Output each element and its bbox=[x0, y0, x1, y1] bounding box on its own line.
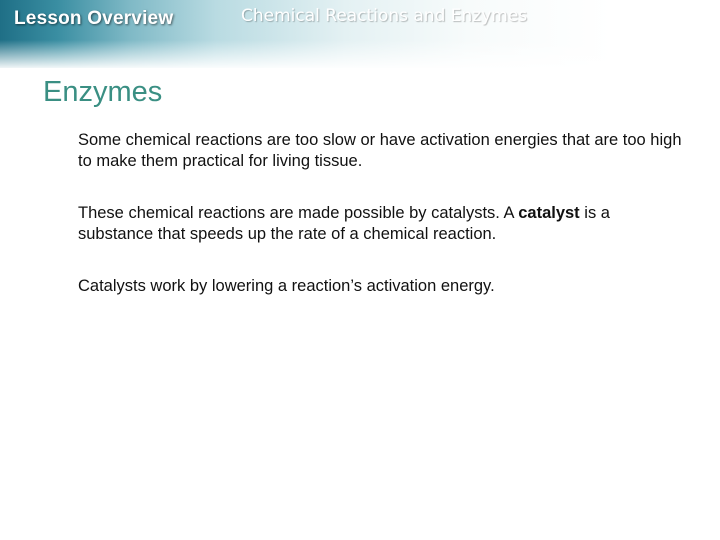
catalyst-term: catalyst bbox=[518, 204, 580, 222]
chapter-title: Chemical Reactions and Enzymes bbox=[241, 6, 528, 26]
header-fade bbox=[0, 40, 720, 70]
catalyst-definition-after: is a substance that speeds up the rate of a chemical reaction. bbox=[78, 204, 610, 243]
paragraph-activation-energy-text: Catalysts work by lowering a reaction’s activation energy. bbox=[78, 277, 495, 295]
paragraph-activation-energy bbox=[78, 276, 688, 297]
slide-title: Enzymes bbox=[43, 76, 163, 108]
paragraph-slow-reactions-text: Some chemical reactions are too slow or have activation energies that are too high to make them practical for living tissue. bbox=[78, 131, 682, 170]
slide-content bbox=[78, 130, 688, 328]
catalyst-definition-before: These chemical reactions are made possible by catalysts. A bbox=[78, 204, 519, 222]
paragraph-slow-reactions bbox=[78, 130, 688, 172]
lesson-overview-label: Lesson Overview bbox=[14, 8, 174, 29]
paragraph-catalyst-definition bbox=[78, 203, 688, 245]
